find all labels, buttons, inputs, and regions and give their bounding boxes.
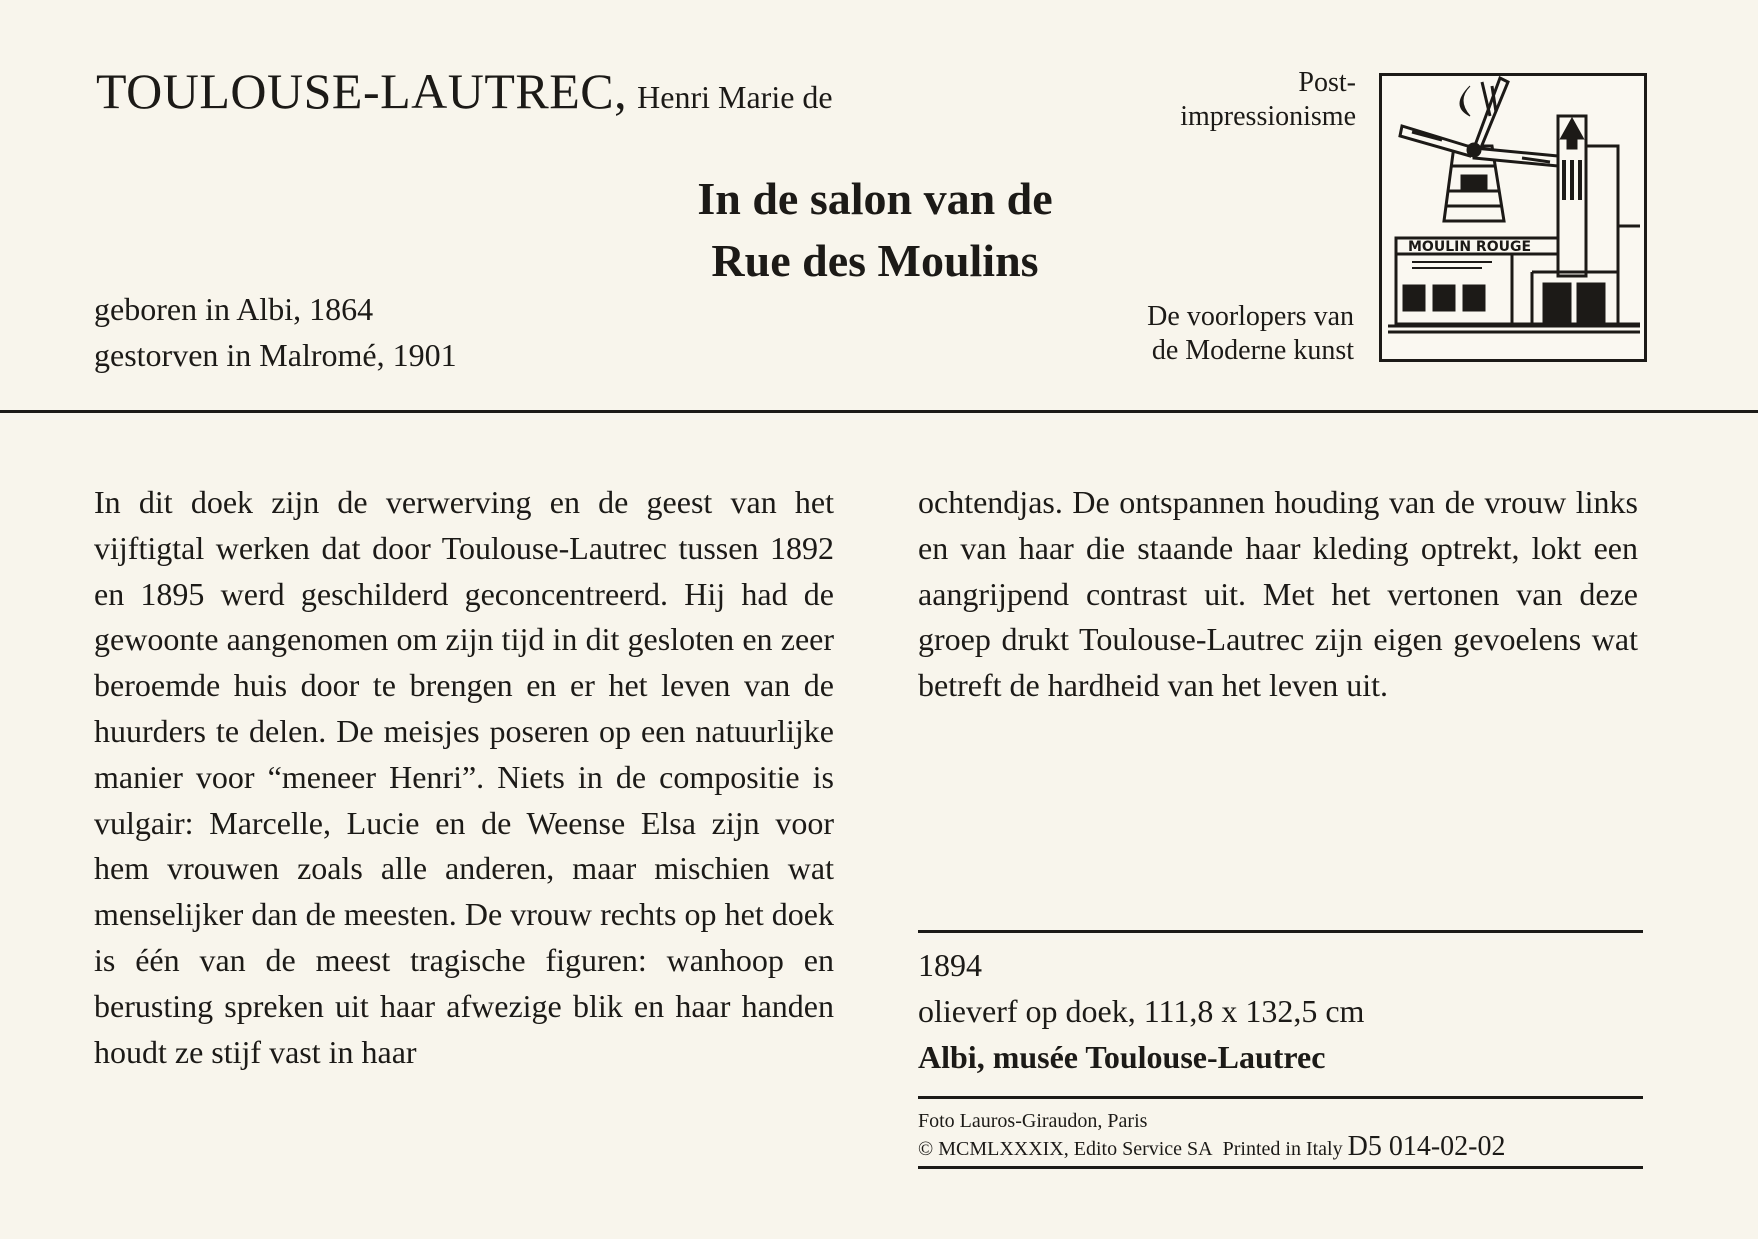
credits: [918, 1108, 1643, 1162]
copyright-line: [918, 1131, 1643, 1162]
artwork-title-line-1: In de salon van de: [697, 173, 1053, 224]
credits-top-rule: [918, 1096, 1643, 1099]
movement-line-1: Post-: [1298, 67, 1356, 98]
series-title: [1147, 300, 1354, 368]
description-left-column: In dit doek zijn de verwerving en de geest van het vijftigtal werken dat door Toulouse-Lautrec tussen 1892 en 1895 werd geschilderd geconcentreerd. Hij had de gewoonte aangenomen om zijn tijd in dit gesloten en zeer beroemde huis door te brengen en er het leven van de huurders te delen. De meisjes poseren op een natuurlijke manier voor “meneer Henri”. Niets in de compositie is vulgair: Marcelle, Lucie en de Weense Elsa zijn voor hem vrouwen zoals alle anderen, maar mischien wat menselijker dan de meesten. De vrouw rechts op het doek is één van de meest tragische figuren: wanhoop en berusting spreken uit haar afwezige blik en haar handen houdt ze stijf vast in haar: [94, 484, 834, 1070]
movement-line-2: impressionisme: [1180, 101, 1356, 132]
header-divider: [0, 410, 1758, 413]
art-movement: [1180, 66, 1356, 134]
artwork-medium: olieverf op doek, 111,8 x 132,5 cm: [918, 993, 1365, 1029]
artist-heading: [96, 62, 833, 120]
details-top-rule: [918, 930, 1643, 933]
printed-text: Printed in Italy: [1222, 1138, 1343, 1160]
moulin-rouge-windmill-icon: [1379, 73, 1647, 362]
series-line-2: de Moderne kunst: [1151, 335, 1354, 366]
born-text: geboren in Albi, 1864: [94, 291, 374, 327]
artist-given-names: Henri Marie de: [637, 79, 833, 115]
artwork-title: [600, 168, 1150, 292]
description-right-column: ochtendjas. De ontspannen houding van de vrouw links en van haar die staande haar kleding optrekt, lokt een aangrijpend contrast uit. Met het vertonen van deze groep drukt Toulouse-Lautrec zijn eigen gevoelens wat betreft de hardheid van het leven uit.: [918, 484, 1638, 704]
emblem-sign-text: MOULIN ROUGE: [1408, 239, 1532, 255]
artwork-location: Albi, musée Toulouse-Lautrec: [918, 1039, 1326, 1075]
artwork-details: [918, 942, 1364, 1080]
credits-bottom-rule: [918, 1166, 1643, 1169]
copyright-text: © MCMLXXXIX, Edito Service SA: [918, 1138, 1213, 1160]
photo-credit: Foto Lauros-Giraudon, Paris: [918, 1110, 1148, 1132]
product-code: D5 014-02-02: [1347, 1131, 1506, 1162]
artwork-year: 1894: [918, 947, 982, 983]
artist-bio: [94, 286, 457, 378]
artwork-title-line-2: Rue des Moulins: [711, 235, 1039, 286]
artist-name: TOULOUSE-LAUTREC,: [96, 63, 628, 119]
series-line-1: De voorlopers van: [1147, 301, 1354, 332]
died-text: gestorven in Malromé, 1901: [94, 337, 457, 373]
